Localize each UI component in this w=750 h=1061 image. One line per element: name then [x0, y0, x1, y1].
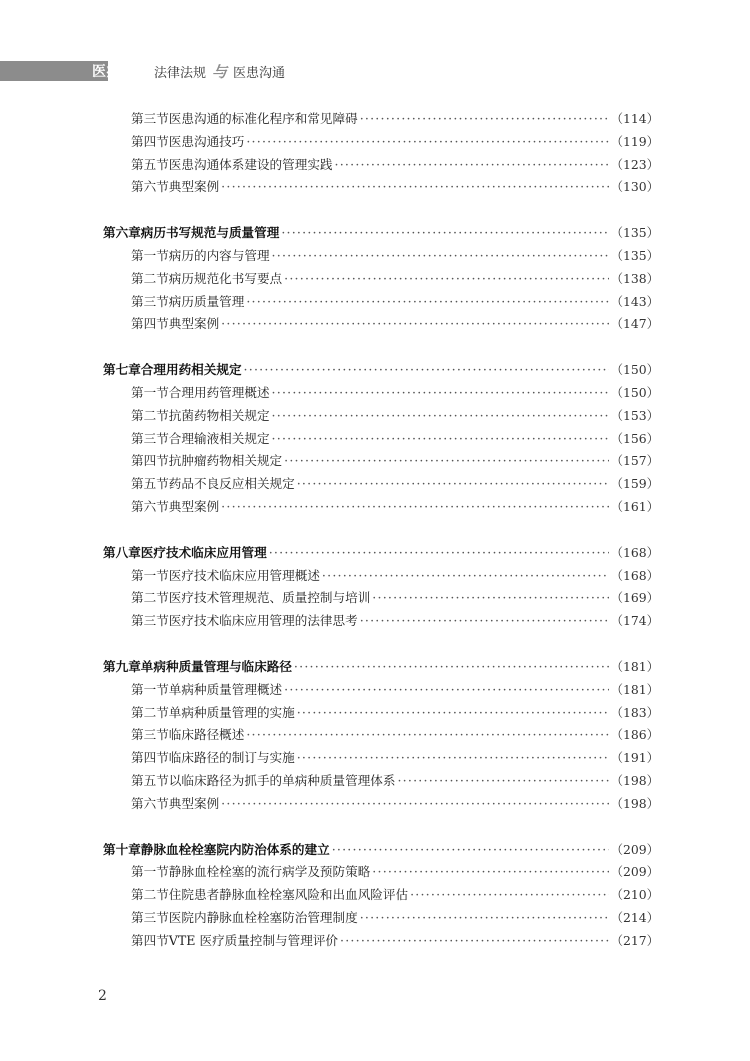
dot-leader [246, 131, 608, 154]
page-ref: （157） [610, 453, 659, 469]
section-number: 第六节 [131, 498, 169, 514]
dot-leader [269, 542, 609, 565]
toc-spacer [103, 816, 659, 839]
section-title: 合理用药管理概述 [168, 384, 270, 400]
chapter-title: 单病种质量管理与临床路径 [140, 658, 292, 674]
header-part-b: 医患沟通 [233, 65, 286, 81]
chapter-number: 第六章 [103, 225, 141, 241]
dot-leader [221, 793, 608, 816]
dot-leader [297, 702, 609, 725]
section-number: 第三节 [131, 613, 169, 629]
section-title: 医患沟通体系建设的管理实践 [168, 156, 333, 172]
table-of-contents [103, 108, 659, 953]
header-brand: 医疗卫生 [92, 64, 150, 80]
page-number: 2 [98, 988, 107, 1004]
toc-section-row[interactable] [103, 702, 659, 725]
toc-chapter-row[interactable] [103, 222, 659, 245]
dot-leader [272, 245, 609, 268]
page-ref: （135） [610, 247, 659, 263]
page-ref: （147） [610, 316, 659, 332]
section-title: 单病种质量管理的实施 [168, 704, 295, 720]
toc-section-row[interactable] [103, 245, 659, 268]
dot-leader [246, 291, 608, 314]
toc-section-row[interactable] [103, 770, 659, 793]
section-number: 第五节 [131, 772, 169, 788]
page-ref: （161） [610, 498, 659, 514]
dot-leader [372, 861, 608, 884]
page-ref: （214） [610, 909, 659, 925]
toc-section-row[interactable] [103, 679, 659, 702]
toc-chapter-row[interactable] [103, 839, 659, 862]
section-number: 第四节 [131, 453, 169, 469]
dot-leader [372, 587, 608, 610]
section-number: 第三节 [131, 909, 169, 925]
toc-section-row[interactable] [103, 382, 659, 405]
page-ref: （150） [610, 362, 659, 378]
section-number: 第一节 [131, 864, 169, 880]
section-title: 医疗技术管理规范、质量控制与培训 [168, 590, 371, 606]
page-ref: （168） [610, 544, 659, 560]
toc-section-row[interactable] [103, 176, 659, 199]
section-number: 第二节 [131, 407, 169, 423]
section-title: 典型案例 [168, 795, 220, 811]
toc-section-row[interactable] [103, 907, 659, 930]
page-ref: （169） [610, 590, 659, 606]
page-ref: （159） [610, 476, 659, 492]
dot-leader [221, 313, 608, 336]
chapter-number: 第八章 [103, 544, 141, 560]
page-ref: （114） [610, 111, 659, 126]
section-title: 典型案例 [168, 498, 220, 514]
dot-leader [221, 496, 608, 519]
section-title: 单病种质量管理概述 [168, 681, 283, 697]
chapter-title: 静脉血栓栓塞院内防治体系的建立 [140, 841, 330, 857]
chapter-number: 第九章 [103, 658, 141, 674]
section-title: 医院内静脉血栓栓塞防治管理制度 [168, 909, 358, 925]
section-title: 病历的内容与管理 [168, 247, 270, 263]
toc-section-row[interactable] [103, 405, 659, 428]
dot-leader [272, 428, 609, 451]
section-title: 抗菌药物相关规定 [168, 407, 270, 423]
chapter-number: 第十章 [103, 841, 141, 857]
dot-leader [221, 176, 608, 199]
section-number: 第五节 [131, 156, 169, 172]
page-ref: （191） [610, 750, 659, 766]
toc-spacer [103, 519, 659, 542]
dot-leader [272, 382, 609, 405]
page-ref: （156） [610, 430, 659, 446]
chapter-number: 第七章 [103, 362, 141, 378]
section-title: 抗肿瘤药物相关规定 [168, 453, 283, 469]
section-number: 第一节 [131, 384, 169, 400]
toc-spacer [103, 633, 659, 656]
dot-leader [297, 747, 609, 770]
section-number: 第三节 [131, 293, 169, 309]
section-number: 第四节 [131, 316, 169, 332]
page-ref: （198） [610, 795, 659, 811]
section-title: 医疗技术临床应用管理的法律思考 [168, 613, 358, 629]
section-title: 临床路径的制订与实施 [168, 750, 295, 766]
toc-spacer [103, 336, 659, 359]
dot-leader [360, 907, 609, 930]
page-ref: （123） [610, 156, 659, 172]
section-number: 第四节 [131, 750, 169, 766]
section-number: 第一节 [131, 681, 169, 697]
section-number: 第三节 [131, 111, 169, 126]
toc-section-row[interactable] [103, 313, 659, 336]
section-number: 第二节 [131, 270, 169, 286]
dot-leader [272, 405, 609, 428]
section-number: 第一节 [131, 567, 169, 583]
toc-section-row[interactable] [103, 930, 659, 953]
page-ref: （210） [610, 887, 659, 903]
section-title: 静脉血栓栓塞的流行病学及预防策略 [168, 864, 371, 880]
toc-section-row[interactable] [103, 108, 659, 131]
section-title: 住院患者静脉血栓栓塞风险和出血风险评估 [168, 887, 409, 903]
toc-section-row[interactable] [103, 587, 659, 610]
dot-leader [284, 679, 608, 702]
dot-leader [281, 222, 608, 245]
section-number: 第二节 [131, 887, 169, 903]
toc-section-row[interactable] [103, 154, 659, 177]
chapter-title: 合理用药相关规定 [140, 362, 242, 378]
toc-section-row[interactable] [103, 747, 659, 770]
page-ref: （183） [610, 704, 659, 720]
toc-chapter-row[interactable] [103, 656, 659, 679]
section-number: 第六节 [131, 795, 169, 811]
toc-section-row[interactable] [103, 793, 659, 816]
section-title: 药品不良反应相关规定 [168, 476, 295, 492]
page-ref: （150） [610, 384, 659, 400]
page-ref: （181） [610, 658, 659, 674]
dot-leader [360, 610, 609, 633]
toc-section-row[interactable] [103, 610, 659, 633]
page-ref: （138） [610, 270, 659, 286]
section-title: 医患沟通的标准化程序和常见障碍 [168, 111, 358, 126]
dot-leader [294, 656, 609, 679]
section-title: 医患沟通技巧 [168, 133, 245, 149]
header-amp: 与 [212, 62, 228, 81]
toc-section-row[interactable] [103, 473, 659, 496]
section-number: 第三节 [131, 430, 169, 446]
page-ref: （135） [610, 225, 659, 241]
section-title: 临床路径概述 [168, 727, 245, 743]
page-ref: （119） [610, 133, 659, 149]
dot-leader [332, 839, 609, 862]
header-part-a: 法律法规 [154, 65, 207, 81]
section-number: 第三节 [131, 727, 169, 743]
section-title: 以临床路径为抓手的单病种质量管理体系 [168, 772, 396, 788]
page-ref: （130） [610, 179, 659, 195]
section-number: 第四节 [131, 133, 169, 149]
toc-section-row[interactable] [103, 565, 659, 588]
dot-leader [244, 359, 609, 382]
toc-section-row[interactable] [103, 884, 659, 907]
section-number: 第二节 [131, 590, 169, 606]
section-number: 第六节 [131, 179, 169, 195]
page-ref: （168） [610, 567, 659, 583]
toc-chapter-row[interactable] [103, 542, 659, 565]
toc-section-row[interactable] [103, 861, 659, 884]
dot-leader [297, 473, 609, 496]
section-title: 典型案例 [168, 316, 220, 332]
toc-section-row[interactable] [103, 131, 659, 154]
section-number: 第五节 [131, 476, 169, 492]
section-title: 病历质量管理 [168, 293, 245, 309]
section-title: 医疗技术临床应用管理概述 [168, 567, 320, 583]
dot-leader [246, 724, 608, 747]
dot-leader [360, 108, 609, 131]
section-number: 第二节 [131, 704, 169, 720]
chapter-title: 医疗技术临床应用管理 [140, 544, 267, 560]
running-header [92, 60, 285, 82]
toc-section-row[interactable] [103, 268, 659, 291]
page-ref: （198） [610, 772, 659, 788]
section-title: 病历规范化书写要点 [168, 270, 283, 286]
dot-leader [335, 154, 609, 177]
page-ref: （153） [610, 407, 659, 423]
toc-section-row[interactable] [103, 291, 659, 314]
dot-leader [410, 884, 609, 907]
chapter-title: 病历书写规范与质量管理 [140, 225, 280, 241]
section-title: 合理输液相关规定 [168, 430, 270, 446]
section-number: 第一节 [131, 247, 169, 263]
page-ref: （209） [610, 841, 659, 857]
section-title: 典型案例 [168, 179, 220, 195]
page-ref: （217） [610, 932, 659, 948]
toc-spacer [103, 199, 659, 222]
dot-leader [397, 770, 608, 793]
toc-section-row[interactable] [103, 428, 659, 451]
dot-leader [322, 565, 609, 588]
page-ref: （186） [610, 727, 659, 743]
page-ref: （143） [610, 293, 659, 309]
toc-chapter-row[interactable] [103, 359, 659, 382]
dot-leader [340, 930, 609, 953]
section-number: 第四节 [131, 932, 169, 948]
page-ref: （181） [610, 681, 659, 697]
toc-section-row[interactable] [103, 724, 659, 747]
toc-section-row[interactable] [103, 496, 659, 519]
page-ref: （209） [610, 864, 659, 880]
dot-leader [284, 268, 608, 291]
dot-leader [284, 450, 608, 473]
section-title: VTE 医疗质量控制与管理评价 [168, 932, 339, 948]
page-ref: （174） [610, 613, 659, 629]
toc-section-row[interactable] [103, 450, 659, 473]
